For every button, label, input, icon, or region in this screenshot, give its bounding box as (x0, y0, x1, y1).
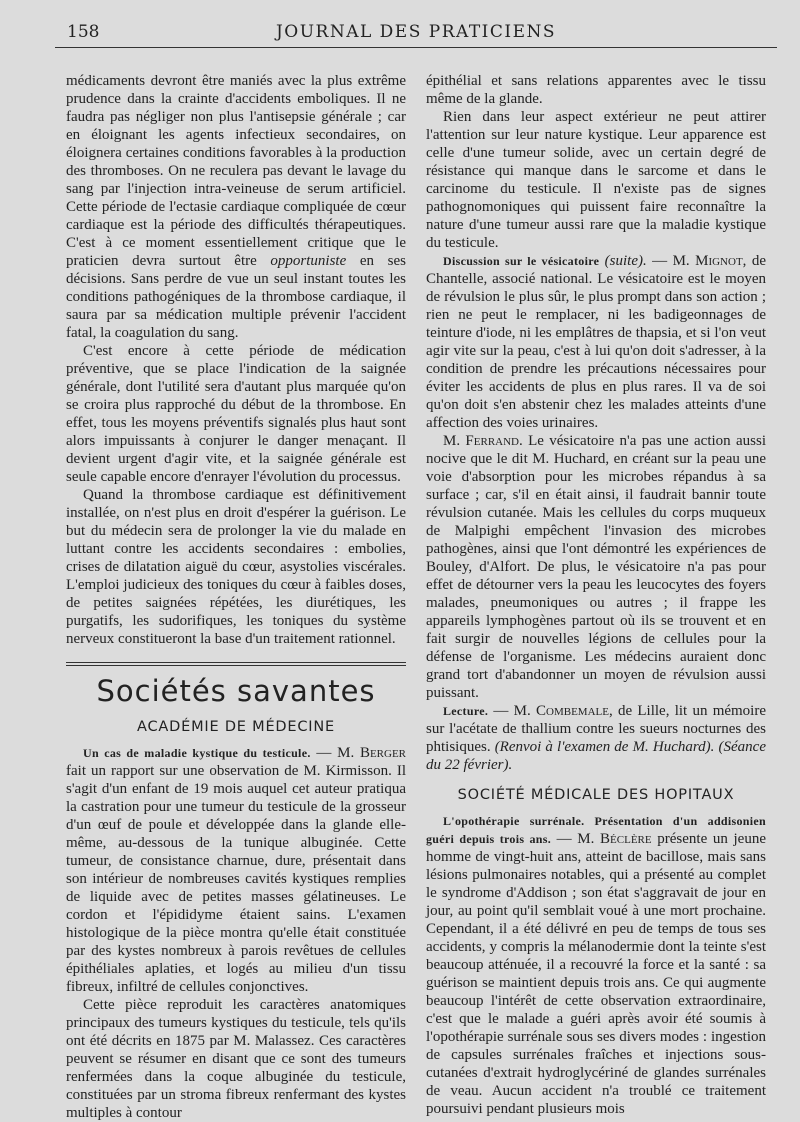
item-heading: Un cas de maladie kystique du testicule. (83, 746, 311, 760)
paragraph: Quand la thrombose cardiaque est définitivement installée, on n'est plus en droit d'espérer la guérison. Le but du médecin sera de prolonger la vie du malade en luttant contre les accidents secondaires : embolies, crises de dilatation aiguë du cœur, asystolies viscérales. L'emploi judicieux des toniques du cœur à faibles doses, de petites saignées répétées, les diurétiques, les purgatifs, les sudorifiques, les toniques du système nerveux constitueront la base d'un traitement rationnel. (66, 487, 406, 647)
section-divider (66, 662, 406, 666)
paragraph-emphasis: (Renvoi à l'examen de M. Huchard). (Séance du 22 février). (426, 739, 766, 773)
paragraph-text: , de Chantelle, associé national. Le vésicatoire est le moyen de révulsion le plus sûr, le plus prompt dans son action ; rien ne peut le remplacer, ni les badigeonnages de teinture d'iode, ni les emplâtres de thapsia, et si l'on veut agir vite sur la peau, c'est à lui qu'on doit s'adresser, à la condition de prendre les précautions nécessaires pour éviter les accidents de plus en plus rares. Il va de soi qu'on doit s'en abstenir chez les malades atteints d'une affection des voies urinaires. (426, 253, 766, 431)
paragraph: Cette pièce reproduit les caractères anatomiques principaux des tumeurs kystiques du testicule, tels qu'ils ont été décrits en 1875 par M. Malassez. Ces caractères peuvent se résumer en disant que ce sont des tumeurs renfermées dans la coque albuginée du testicule, constituées par un stroma fibreux renfermant des kystes multiples à contour (66, 997, 406, 1121)
society-heading: SOCIÉTÉ MÉDICALE DES HOPITAUX (457, 787, 735, 803)
page-header (55, 18, 777, 46)
paragraph: L'opothérapie surrénale. Présentation d'un addisonien guéri depuis trois ans. — M. Béclère présente un jeune homme de vingt-huit ans, atteint de bacillose, mais sans lésions pulmonaires notables, qui a présenté au complet le syndrome d'Addison ; son état s'aggravait de jour en jour, au point qu'il semblait voué à une mort prochaine. Cependant, il a été délivré en peu de temps de tous ses accidents, y compris la mélanodermie dont la teinte s'est beaucoup atténuée, il a recouvré la force et la santé : sa guérison se maintient depuis trois ans. Ce qui augmente beaucoup l'intérêt de cette observation extraordinaire, c'est que le malade a guéri après avoir été soumis à l'opothérapie surrénale sous ses divers modes : ingestion de capsules surrénales fraîches et injections sous-cutanées d'extrait hydroglycériné de glandes surrénales de veau. Aucun accident n'a troublé ce traitement poursuivi pendant plusieurs mois (426, 814, 766, 1117)
academy-heading: ACADÉMIE DE MÉDECINE (137, 719, 335, 735)
author-name: Béclère (600, 831, 652, 847)
paragraph-text: en ses décisions. Sans perdre de vue un seul instant toutes les conditions pathogéniques de la thrombose cardiaque, il saura par sa médication multiple prévenir l'accident fatal, la coagulation du sang. (66, 253, 406, 341)
paragraph: C'est encore à cette période de médication préventive, que se place l'indication de la saignée générale, dont l'utilité sera d'autant plus marquée qu'on se croira plus rapproché du début de la thrombose. En effet, tous les moyens préventifs signalés plus haut sont alors impuissants à conjurer le danger menaçant. Il devient urgent d'agir vite, et la saignée générale est seule capable encore d'enrayer l'évolution du processus. (66, 343, 406, 485)
paragraph: Rien dans leur aspect extérieur ne peut attirer l'attention sur leur nature kystique. Leur apparence est celle d'une tumeur solide, avec un certain degré de résistance qui manque dans le sarcome et dans le carcinome du testicule. Il n'existe pas de signes pathognomoniques qui puissent faire reconnaître la nature d'une tumeur aussi rare que la maladie kystique du testicule. (426, 109, 766, 251)
paragraph-text: , de Lille, lit un mémoire sur l'acétate de thallium contre les sueurs nocturnes des phtisiques. (426, 703, 767, 755)
paragraph-text: médicaments devront être maniés avec la plus extrême prudence dans la crainte d'accidents emboliques. Il ne faudra pas négliger non plus l'antisepsie générale ; car en éloignant les agents infectieux secondaires, on éloignera certaines conditions favorables à la production des thromboses. On ne reculera pas devant le lavage du sang par l'injection intra-veineuse de serum artificiel. Cette période de l'ectasie cardiaque compliquée de cœur cardiaque est la période des difficultés thérapeutiques. C'est à ce moment essentiellement critique que le praticien devra surtout être (66, 73, 406, 269)
paragraph-text: Le vésicatoire n'a pas une action aussi nocive que le dit M. Huchard, en créant sur la peau une voie d'absorption pour les microbes répandus à sa surface ; car, s'il en était ainsi, il faudrait bannir toute révulsion cutanée. Mais les cellules du corps muqueux de Malpighi empêchent l'invasion des microbes pathogènes, ainsi que l'ont démontré les expériences de Bouley, d'Alfort. De plus, le vésicatoire n'a pas pour effet de détourner vers la peau les leucocytes des foyers malades, pneumoniques ou autres ; il frappe les appareils lymphogènes partout où ils se trouvent et en fait surgir de nouvelles légions de cellules pour la défense de l'organisme. Les médecins auraient donc grand tort d'abandonner un moyen de révulsion aussi puissant. (426, 433, 766, 701)
paragraph (426, 432, 766, 702)
paragraph: Discussion sur le vésicatoire (suite). — M. Mignot, de Chantelle, associé national. Le vésicatoire est le moyen de révulsion le plus sûr, le plus prompt dans son action ; rien ne peut le remplacer, ni les badigeonnages de teinture d'iode, ni les emplâtres de thapsia, et si l'on veut agir vite sur la peau, c'est à lui qu'on doit s'adresser, à la condition de prendre les précautions nécessaires pour éviter les accidents de plus en plus rares. Il va de soi qu'on doit s'en abstenir chez les malades atteints d'une affection des voies urinaires. (426, 253, 766, 431)
item-heading: Discussion sur le vésicatoire (443, 254, 600, 268)
author-name: Mignot (695, 253, 743, 269)
paragraph-text: fait un rapport sur une observation de M. Kirmisson. Il s'agit d'un enfant de 19 mois auquel cet auteur pratiqua la castration pour une tumeur du testicule de la grosseur d'un œuf de poule et développée dans la glande elle-même, au-dessous de la tunique albuginée. Cette tumeur, de consistance charnue, dure, présentait dans son intérieur de nombreuses cavités kystiques remplies de liquide avec de petites masses gélatineuses. Le cordon et l'épididyme étaient sains. L'examen histologique de la pièce montra qu'elle était constituée par des kystes nombreux à parois revêtues de cellules épithéliales aplaties, et logés au milieu d'un tissu fibreux, infiltré de cellules conjonctives. (66, 763, 406, 995)
paragraph-text: présente un jeune homme de vingt-huit ans, atteint de bacillose, mais sans lésions pulmonaires notables, qui a présenté au complet le syndrome d'Addison ; son état s'aggravait de jour en jour, au point qu'il semblait voué à une mort prochaine. Cependant, il a été délivré en peu de temps de tous ses accidents, y compris la mélanodermie dont la teinte s'est beaucoup atténuée, il a recouvré la force et la santé : sa guérison se maintient depuis trois ans. Ce qui augmente beaucoup l'intérêt de cette observation extraordinaire, c'est que le malade a guéri après avoir été soumis à l'opothérapie surrénale sous ses divers modes : ingestion de capsules surrénales fraîches et injections sous-cutanées d'extrait hydroglycériné de glandes surrénales de veau. Aucun accident n'a troublé ce traitement poursuivi pendant plusieurs mois (426, 831, 766, 1117)
section-title: Sociétés savantes (96, 674, 376, 708)
page-number: 158 (67, 22, 100, 42)
item-heading: L'opothérapie surrénale. Présentation d'un addisonien guéri depuis trois ans. (426, 814, 766, 846)
author-name: Berger (359, 745, 406, 761)
author-name: Combemale (536, 703, 609, 719)
header-rule (55, 47, 777, 48)
paragraph: Lecture. — M. Combemale, de Lille, lit un mémoire sur l'acétate de thallium contre les sueurs nocturnes des phtisiques. (Renvoi à l'examen de M. Huchard). (Séance du 22 février). (426, 703, 767, 773)
paragraph: Un cas de maladie kystique du testicule. — M. Berger fait un rapport sur une observation de M. Kirmisson. Il s'agit d'un enfant de 19 mois auquel cet auteur pratiqua la castration pour une tumeur du testicule de la grosseur d'un œuf de poule et développée dans la glande elle-même, au-dessous de la tunique albuginée. Cette tumeur, de consistance charnue, dure, présentait dans son intérieur de nombreuses cavités kystiques remplies de liquide avec de petites masses gélatineuses. Le cordon et l'épididyme étaient sains. L'examen histologique de la pièce montra qu'elle était constituée par des kystes nombreux à parois revêtues de cellules épithéliales aplaties, et logés au milieu d'un tissu fibreux, infiltré de cellules conjonctives. (66, 745, 406, 995)
paragraph (66, 72, 406, 342)
paragraph: épithélial et sans relations apparentes avec le tissu même de la glande. (426, 73, 766, 107)
journal-title: JOURNAL DES PRATICIENS (275, 22, 557, 42)
item-heading: Lecture. (443, 704, 489, 718)
paragraph-emphasis: opportuniste (270, 253, 347, 269)
left-column (66, 72, 406, 1122)
author-name: M. Ferrand. (443, 433, 523, 449)
right-column (426, 72, 766, 1118)
